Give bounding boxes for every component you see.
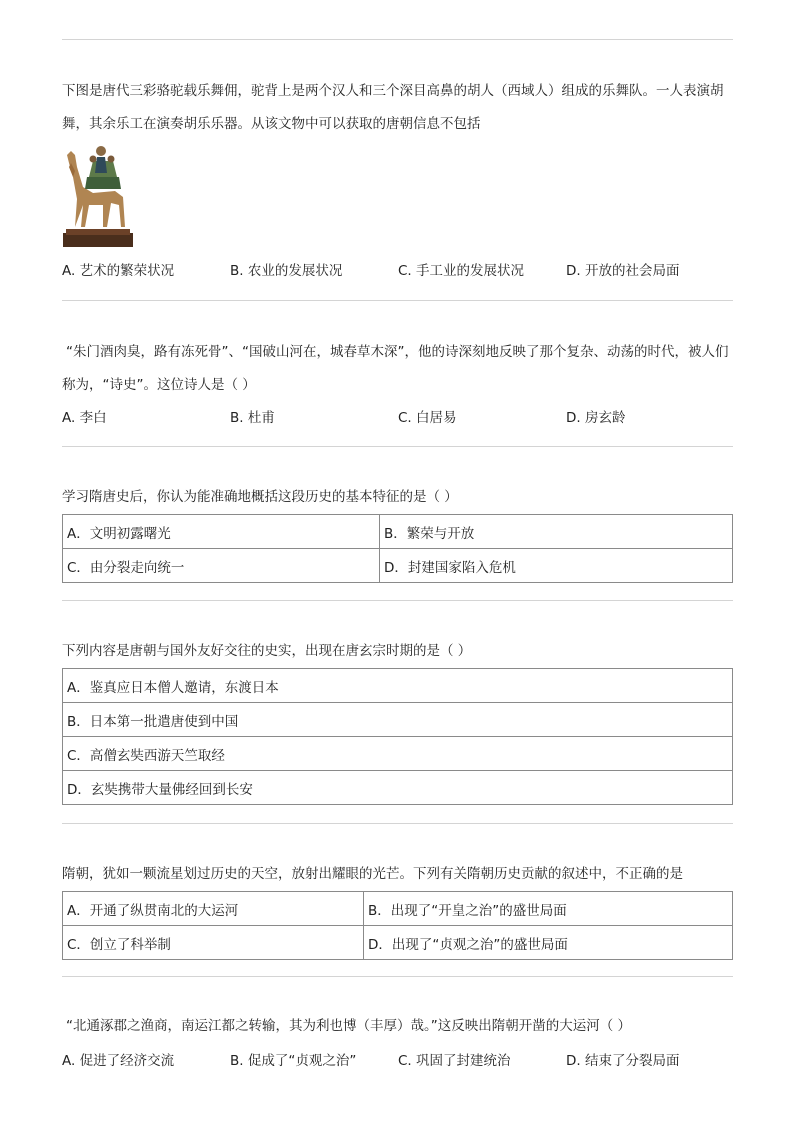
- question-3-stem: 学习隋唐史后，你认为能准确地概括这段历史的基本特征的是（ ）: [62, 489, 458, 505]
- q2-option-c[interactable]: C. 白居易: [398, 410, 457, 426]
- question-5: [62, 858, 734, 891]
- camel-figurine-image: [63, 137, 133, 249]
- q1-option-a[interactable]: A. 艺术的繁荣状况: [62, 263, 175, 279]
- question-6-stem: “北通涿郡之渔商，南运江都之转输，其为利也博（丰厚）哉。”这反映出隋朝开凿的大运河（ ）: [66, 1018, 632, 1034]
- separator: [62, 600, 733, 601]
- q5-option-b[interactable]: B．出现了“开皇之治”的盛世局面: [364, 892, 733, 926]
- q6-option-c[interactable]: C. 巩固了封建统治: [398, 1053, 511, 1069]
- q1-option-c[interactable]: C. 手工业的发展状况: [398, 263, 525, 279]
- q4-option-d[interactable]: D．玄奘携带大量佛经回到长安: [63, 771, 733, 805]
- q4-option-c[interactable]: C．高僧玄奘西游天竺取经: [63, 737, 733, 771]
- q6-option-b[interactable]: B. 促成了“贞观之治”: [230, 1053, 357, 1069]
- q6-option-d[interactable]: D. 结束了分裂局面: [566, 1053, 680, 1069]
- q6-option-a[interactable]: A. 促进了经济交流: [62, 1053, 175, 1069]
- separator: [62, 446, 733, 447]
- q3-option-d[interactable]: D．封建国家陷入危机: [380, 549, 733, 583]
- q5-option-c[interactable]: C．创立了科举制: [63, 926, 364, 960]
- question-6: [62, 1010, 734, 1043]
- question-4-options: [62, 668, 733, 805]
- q3-option-b[interactable]: B．繁荣与开放: [380, 515, 733, 549]
- question-4: [62, 635, 734, 668]
- question-3: [62, 481, 734, 514]
- q3-option-a[interactable]: A．文明初露曙光: [63, 515, 380, 549]
- question-1-options: [62, 259, 734, 281]
- q4-option-a[interactable]: A．鉴真应日本僧人邀请，东渡日本: [63, 669, 733, 703]
- separator: [62, 300, 733, 301]
- question-1-stem: 下图是唐代三彩骆驼载乐舞佣，驼背上是两个汉人和三个深目高鼻的胡人（西域人）组成的乐舞队。一人表演胡舞，其余乐工在演奏胡乐乐器。从该文物中可以获取的唐朝信息不包括: [62, 83, 724, 132]
- q4-option-b[interactable]: B．日本第一批遣唐使到中国: [63, 703, 733, 737]
- q2-option-b[interactable]: B. 杜甫: [230, 410, 275, 426]
- question-5-stem: 隋朝，犹如一颗流星划过历史的天空，放射出耀眼的光芒。下列有关隋朝历史贡献的叙述中，不正确的是: [62, 866, 683, 882]
- question-2-stem: “朱门酒肉臭，路有冻死骨”、“国破山河在，城春草木深”，他的诗深刻地反映了那个复杂、动荡的时代，被人们称为，“诗史”。这位诗人是（ ）: [62, 344, 729, 393]
- q2-option-a[interactable]: A. 李白: [62, 410, 107, 426]
- q1-option-d[interactable]: D. 开放的社会局面: [566, 263, 680, 279]
- q2-option-d[interactable]: D. 房玄龄: [566, 410, 626, 426]
- separator: [62, 823, 733, 824]
- question-6-options: [62, 1049, 734, 1071]
- question-2-options: [62, 406, 734, 428]
- separator-top: [62, 39, 733, 40]
- q5-option-d[interactable]: D．出现了“贞观之治”的盛世局面: [364, 926, 733, 960]
- q5-option-a[interactable]: A．开通了纵贯南北的大运河: [63, 892, 364, 926]
- question-4-stem: 下列内容是唐朝与国外友好交往的史实，出现在唐玄宗时期的是（ ）: [62, 643, 472, 659]
- q3-option-c[interactable]: C．由分裂走向统一: [63, 549, 380, 583]
- question-2: [62, 336, 734, 402]
- question-5-options: [62, 891, 733, 960]
- q1-option-b[interactable]: B. 农业的发展状况: [230, 263, 343, 279]
- separator: [62, 976, 733, 977]
- question-3-options: [62, 514, 733, 583]
- question-1: [62, 75, 734, 141]
